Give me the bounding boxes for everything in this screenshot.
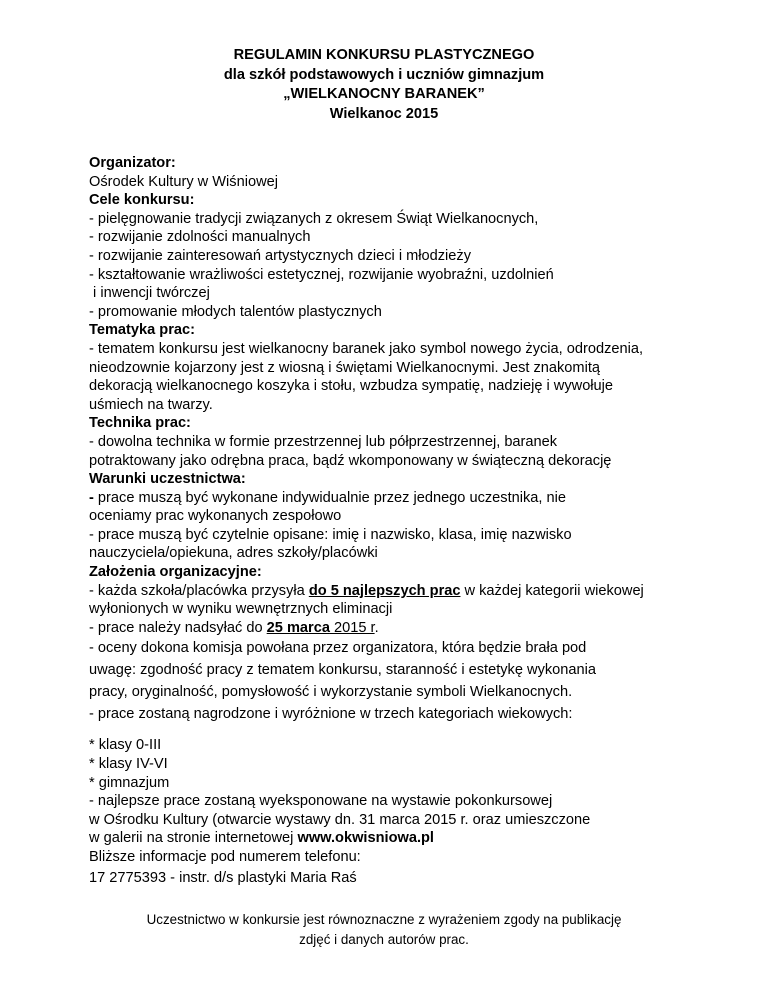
theme-text-line: dekoracją wielkanocnego koszyka i stołu, wzbudza sympatię, nadzieję i wywołuje <box>89 378 614 395</box>
organization-text-line: uwagę: zgodność pracy z tematem konkursu, staranność i estetykę wykonania <box>89 662 596 679</box>
organization-text-line: pracy, oryginalność, pomysłowość i wykorzystanie symboli Wielkanocnych. <box>89 684 573 701</box>
contact-info-line: Bliższe informacje pod numerem telefonu: <box>89 849 361 865</box>
paragraph-gap <box>89 725 709 736</box>
organization-text-line <box>89 619 709 638</box>
technique-text-line: potraktowany jako odrębna praca, bądź wkomponowany w świąteczną dekorację <box>89 452 612 469</box>
deadline-highlight: 25 marca <box>266 619 330 636</box>
exhibition-text-line: - najlepsze prace zostaną wyeksponowane na wystawie pokonkursowej <box>89 793 553 810</box>
deadline-year: 2015 r <box>329 619 375 636</box>
goal-item: - kształtowanie wrażliwości estetycznej, rozwijanie wyobraźni, uzdolnień <box>89 266 554 283</box>
footer-consent-line: zdjęć i danych autorów prac. <box>299 932 469 947</box>
document-header <box>0 46 768 124</box>
footer-consent-line: Uczestnictwo w konkursie jest równoznaczne z wyrażeniem zgody na publikację <box>146 912 622 927</box>
exhibition-text: w galerii na stronie internetowej <box>89 830 298 847</box>
organization-text-line: - oceny dokona komisja powołana przez organizatora, która będzie brała pod <box>89 640 587 657</box>
conditions-text-line: oceniamy prac wykonanych zespołowo <box>89 508 342 525</box>
conditions-text-line: nauczyciela/opiekuna, adres szkoły/placówki <box>89 545 378 562</box>
website-link[interactable]: www.okwisniowa.pl <box>297 830 434 847</box>
theme-text-line: - tematem konkursu jest wielkanocny baranek jako symbol nowego życia, odrodzenia, <box>89 340 644 357</box>
technique-heading: Technika prac: <box>89 415 191 432</box>
document-body <box>89 154 709 889</box>
technique-text-line: - dowolna technika w formie przestrzennej lub półprzestrzennej, baranek <box>89 433 558 450</box>
conditions-dash: - <box>89 489 94 506</box>
document-subtitle: dla szkół podstawowych i uczniów gimnazjum <box>223 66 545 83</box>
goals-heading: Cele konkursu: <box>89 192 195 209</box>
organizer-heading: Organizator: <box>89 155 176 171</box>
organization-text-line: wyłonionych w wyniku wewnętrznych eliminacji <box>89 601 393 618</box>
exhibition-text-line <box>89 829 709 848</box>
organization-text: - każda szkoła/placówka przysyła <box>89 582 309 599</box>
category-item: * gimnazjum <box>89 774 170 791</box>
max-works-highlight: do 5 najlepszych prac <box>308 582 461 599</box>
contact-phone-line: 17 2775393 - instr. d/s plastyki Maria Raś <box>89 869 357 886</box>
organization-text-line: - prace zostaną nagrodzone i wyróżnione w trzech kategoriach wiekowych: <box>89 706 573 723</box>
goal-item: - pielęgnowanie tradycji związanych z okresem Świąt Wielkanocnych, <box>89 210 539 227</box>
category-item: * klasy IV-VI <box>89 756 168 773</box>
theme-text-line: nieodzownie kojarzony jest z wiosną i świętami Wielkanocnymi. Jest znakomitą <box>89 359 600 376</box>
goal-item: i inwencji twórczej <box>89 285 210 302</box>
conditions-heading: Warunki uczestnictwa: <box>89 471 246 488</box>
conditions-text-line: - prace muszą być czytelnie opisane: imię i nazwisko, klasa, imię nazwisko <box>89 526 572 543</box>
organization-heading: Założenia organizacyjne: <box>89 564 262 581</box>
goal-item: - rozwijanie zdolności manualnych <box>89 229 311 246</box>
organization-text: - prace należy nadsyłać do <box>89 619 267 636</box>
theme-heading: Tematyka prac: <box>89 322 195 339</box>
goal-item: - rozwijanie zainteresowań artystycznych dzieci i młodzieży <box>89 247 472 264</box>
organizer-value: Ośrodek Kultury w Wiśniowej <box>89 173 278 190</box>
theme-text-line: uśmiech na twarzy. <box>89 396 213 413</box>
category-item: * klasy 0-III <box>89 737 162 754</box>
exhibition-text-line: w Ośrodku Kultury (otwarcie wystawy dn. 31 marca 2015 r. oraz umieszczone <box>89 811 591 828</box>
contest-name: „WIELKANOCNY BARANEK” <box>283 86 485 102</box>
organization-text: . <box>374 619 379 636</box>
goal-item: - promowanie młodych talentów plastycznych <box>89 303 382 320</box>
organization-text: w każdej kategorii wiekowej <box>460 582 644 599</box>
conditions-text-line <box>89 489 709 508</box>
document-footer <box>0 910 768 950</box>
organization-text-line <box>89 582 709 601</box>
document-title: REGULAMIN KONKURSU PLASTYCZNEGO <box>233 47 535 63</box>
conditions-text: prace muszą być wykonane indywidualnie przez jednego uczestnika, nie <box>93 489 567 506</box>
contest-occasion: Wielkanoc 2015 <box>329 105 439 122</box>
